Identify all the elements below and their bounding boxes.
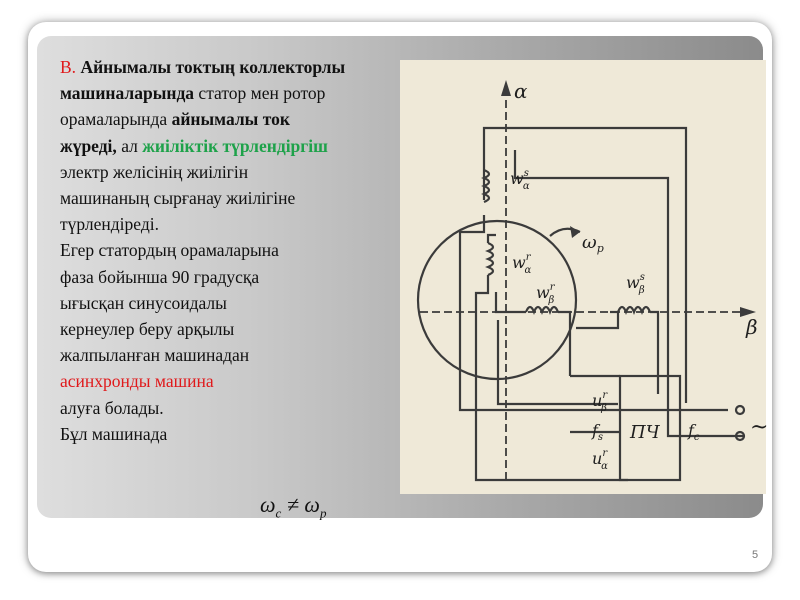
text-line [60, 344, 249, 366]
text-line [60, 187, 295, 209]
stator-beta-coil [618, 307, 650, 312]
text-span: түрлендіреді. [60, 214, 159, 235]
u-beta-r-label: $u^r$ β [592, 390, 608, 414]
text-span: B. [60, 57, 81, 77]
text-line [60, 239, 279, 261]
text-line [60, 213, 159, 235]
text-line [60, 370, 214, 392]
text-span: ал [116, 135, 143, 156]
text-span: асинхронды машина [60, 371, 214, 392]
f-s-label: $f_s$ [592, 421, 604, 443]
text-span: ығысқан синусоидалы [60, 292, 227, 313]
converter-label: ПЧ [630, 422, 660, 443]
text-line [60, 266, 259, 288]
w-alpha-s-label: $w^s$ α [510, 168, 530, 192]
w-beta-r-label: $w^r$ β [536, 282, 555, 306]
text-span: Бұл машинада [60, 423, 168, 444]
text-line [60, 397, 164, 419]
text-line [60, 82, 325, 104]
text-span: кернеулер беру арқылы [60, 319, 235, 339]
beta-label: β [746, 315, 758, 339]
text-line [60, 161, 248, 183]
alpha-label: α [514, 79, 528, 103]
text-span: айнымалы ток [171, 109, 290, 130]
f-c-label: $f_c$ [688, 421, 700, 443]
text-span: алуға болады. [60, 397, 164, 418]
text-span: жүреді, [60, 135, 117, 156]
circuit-diagram [400, 60, 769, 494]
text-span: Егер статордың орамаларына [60, 240, 279, 261]
ac-symbol: ~ [750, 415, 769, 440]
text-line [60, 423, 167, 445]
text-line [60, 135, 328, 157]
text-span: машинаның сырғанау жиілігіне [60, 188, 296, 208]
rotor-alpha-coil [488, 243, 493, 275]
text-line [60, 108, 290, 130]
u-alpha-r-label: $u^r$ α [592, 448, 608, 472]
text-span: электр желісінің жиілігін [60, 161, 249, 182]
text-line [60, 56, 345, 78]
w-alpha-r-label: $w^r$ α [512, 252, 532, 276]
text-line [60, 292, 227, 314]
omega-p-label: $\omega_p$ [582, 232, 604, 255]
text-span: орамаларында [60, 109, 172, 130]
formula: $\omega_c \ne \omega_p$ [260, 492, 327, 521]
w-beta-s-label: $w^s$ β [626, 272, 645, 296]
text-span: статор мен ротор [194, 83, 326, 104]
page-number: 5 [752, 549, 759, 561]
text-span: машиналарында [60, 83, 195, 104]
text-line [60, 318, 234, 340]
text-span: фаза бойынша 90 градусқа [60, 266, 260, 287]
text-span: Айнымалы токтың коллекторлы [80, 57, 346, 77]
text-span: жиіліктік түрлендіргіш [142, 135, 328, 156]
text-span: жалпыланған машинадан [60, 345, 250, 366]
